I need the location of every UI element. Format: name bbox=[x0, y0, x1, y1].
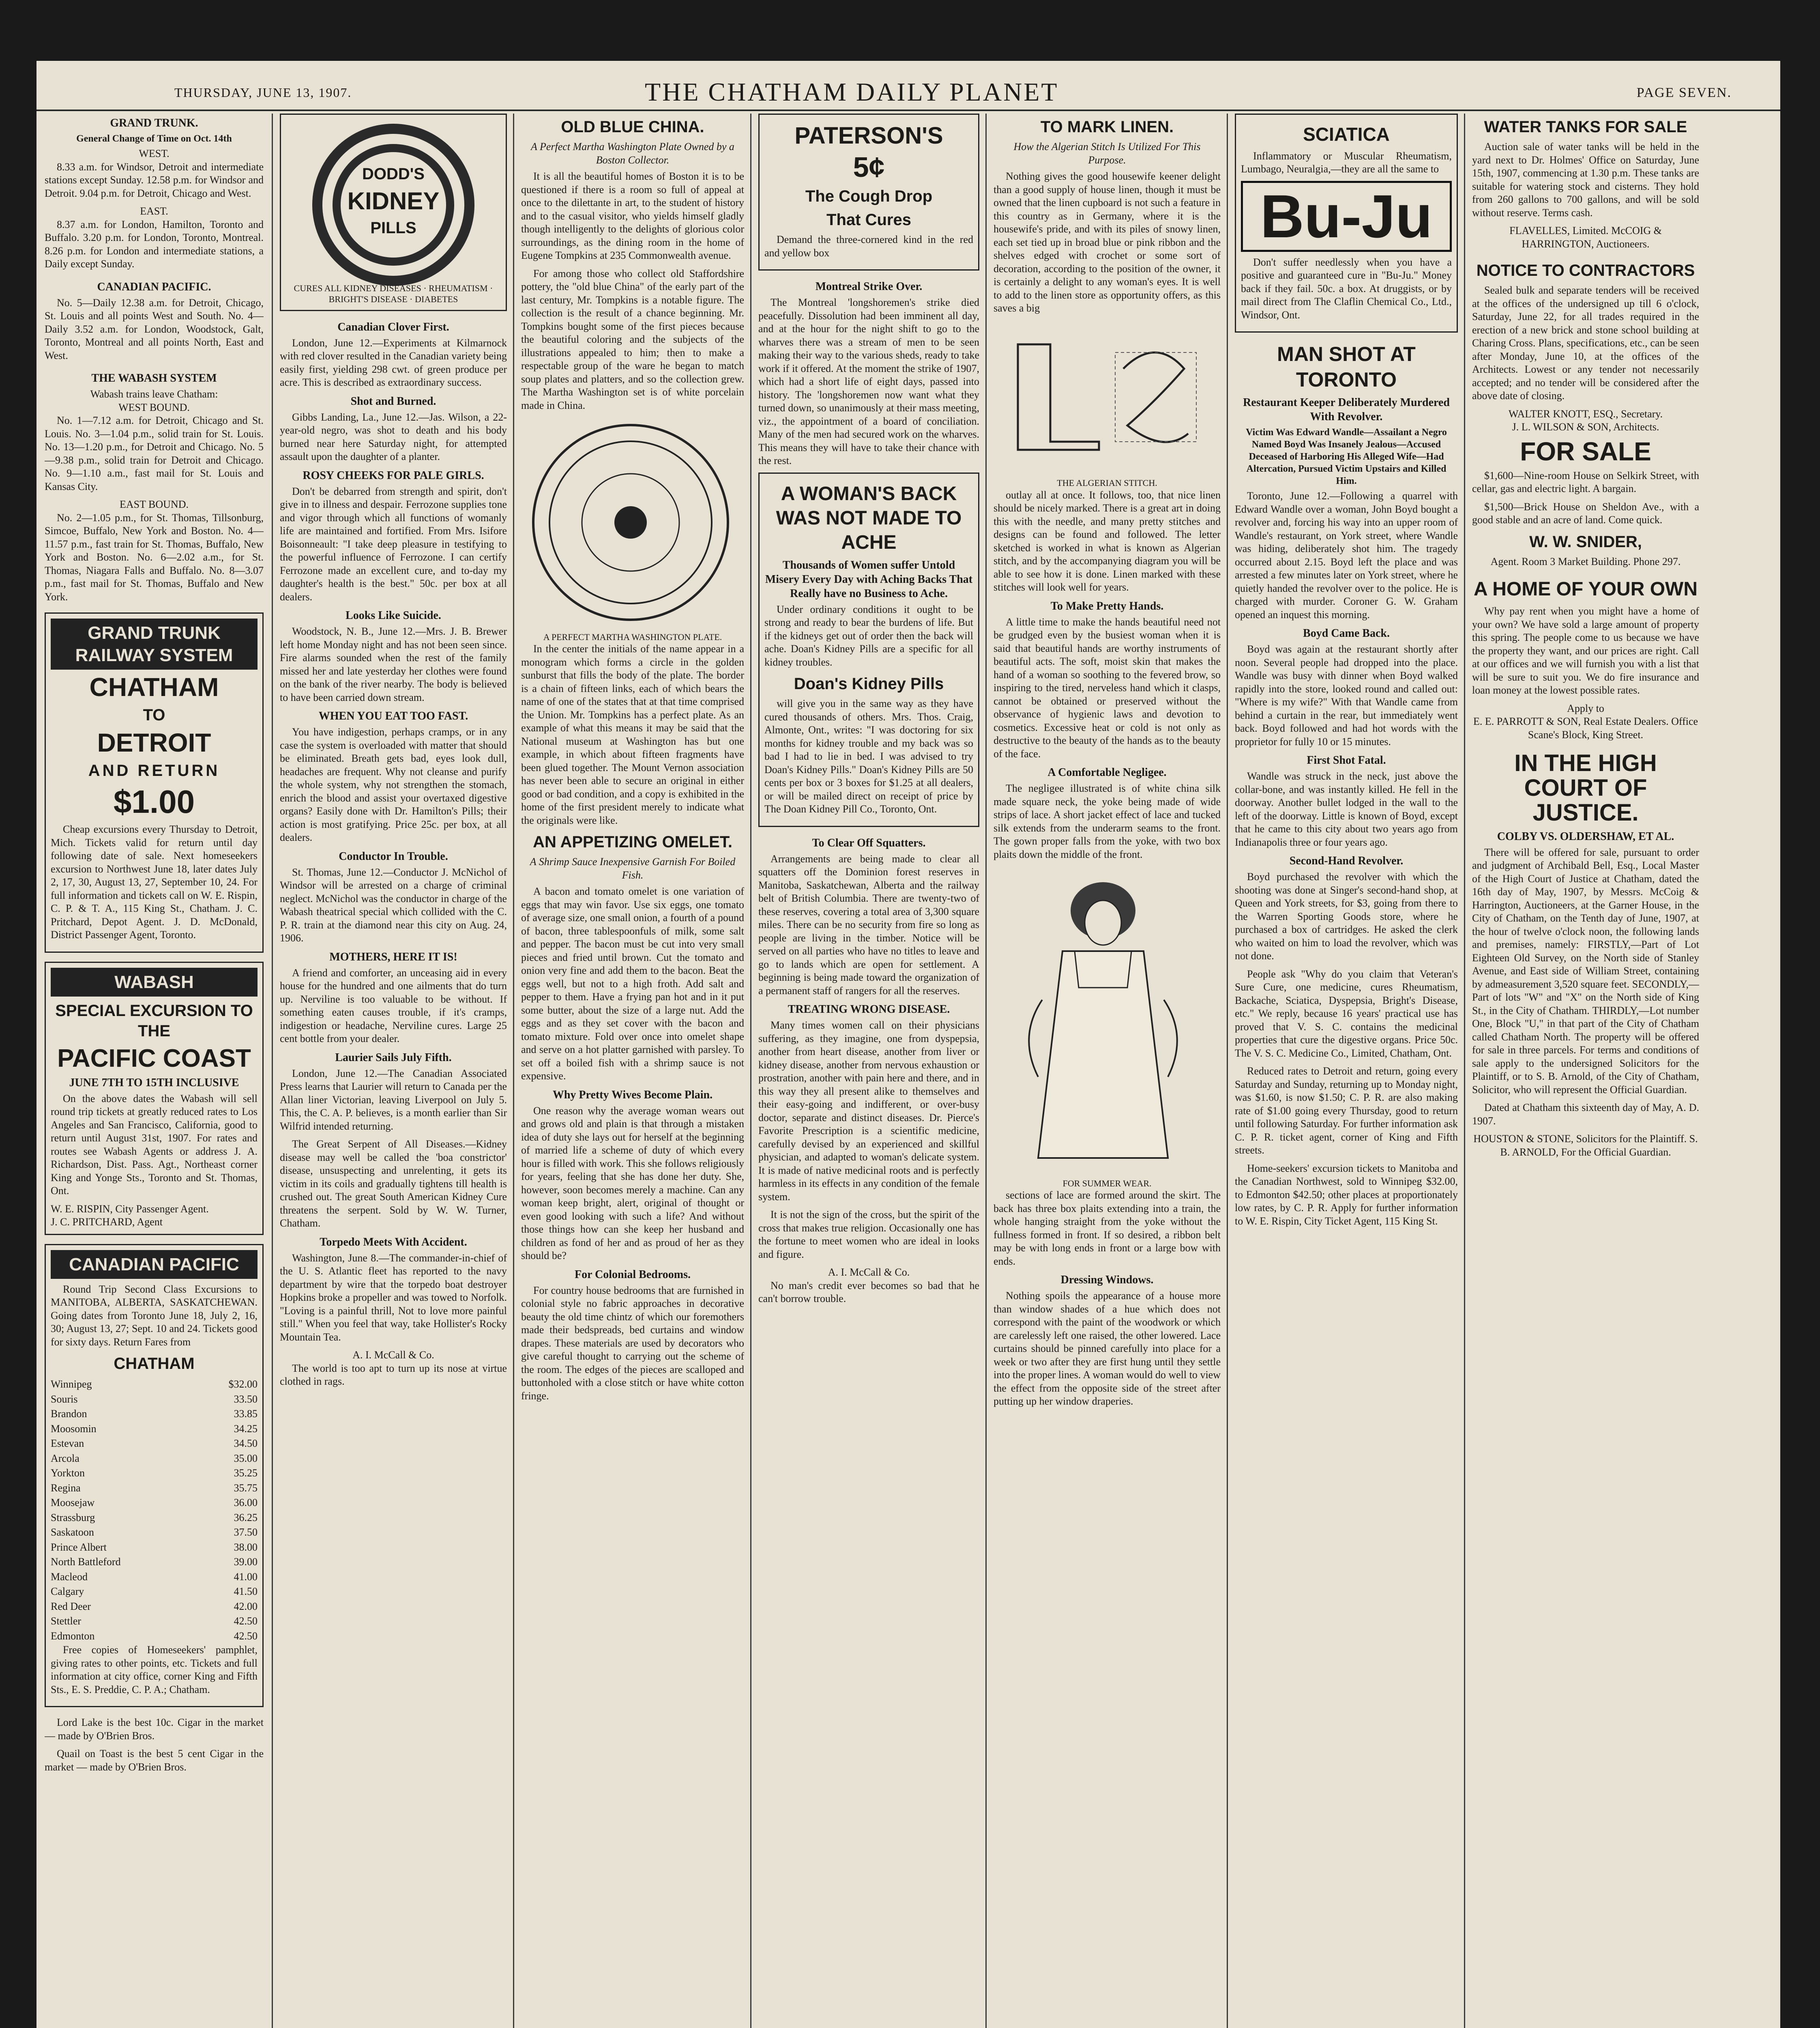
label: Wabash trains leave Chatham: bbox=[90, 388, 218, 400]
article-heading: A Comfortable Negligee. bbox=[1047, 766, 1167, 779]
body-text: London, June 12.—Experiments at Kilmarnock with red clover resulted in the Canadian variety being easily first, yielding 298 cwt. of green produce per acre. This is described as extraordinary success. bbox=[280, 337, 507, 388]
body-text: Boyd purchased the revolver with which the shooting was done at Singer's second-hand shop, at Queen and York streets, for $3, going from there to the Warren Sporting Goods store, where he purchased a box of cartridges. He asked the clerk who waited on him to load the revolver, which was not done. bbox=[1235, 871, 1458, 962]
fare-place: Estevan bbox=[51, 1437, 84, 1450]
fare-place: Strassburg bbox=[51, 1511, 95, 1523]
fare-place: Edmonton bbox=[51, 1630, 95, 1642]
body-text: $1,600—Nine-room House on Selkirk Street, with cellar, gas and electric light. A bargain. bbox=[1472, 469, 1699, 495]
ad-brand: Doan's Kidney Pills bbox=[794, 675, 944, 693]
signature: WALTER KNOTT, ESQ., Secretary. bbox=[1508, 408, 1663, 420]
body-text: People ask "Why do you claim that Veteran's Sure Cure, one medicine, cures Rheumatism, Backache, Sciatica, Dyspepsia, Bright's Disease, etc." We reply, because 16 years' practical use has proved that V. S. C. contains the medicinal properties that cure the digestive organs. Price 50c. The V. S. C. Medicine Co., Limited, Chatham, Ont. bbox=[1235, 968, 1458, 1059]
agent-details: Agent. Room 3 Market Building. Phone 297. bbox=[1490, 555, 1681, 567]
body-text: Reduced rates to Detroit and return, going every Saturday and Sunday, returning up to Monday night, was $1.60, is now $1.50; C. P. R. are also making rate of $1.00 going every Thursday, good to return until following Saturday. For further information ask C. P. R. ticket agent, corner of King and Fifth streets. bbox=[1235, 1065, 1458, 1156]
signature: HOUSTON & STONE, Solicitors for the Plaintiff. S. B. ARNOLD, For the Official Guardian. bbox=[1473, 1133, 1698, 1158]
fare-place: Macleod bbox=[51, 1570, 88, 1583]
column-3 bbox=[521, 114, 744, 2028]
fare-row bbox=[51, 1540, 258, 1555]
fare-amount: 37.50 bbox=[234, 1526, 258, 1538]
body-text: Don't suffer needlessly when you have a positive and guaranteed cure in "Bu-Ju." Money back if they fail. 50c. a box. At druggists, or by mail direct from The Claflin Chemical Co., Ltd., Windsor, Ont. bbox=[1241, 256, 1452, 321]
body-text: Gibbs Landing, La., June 12.—Jas. Wilson, a 22-year-old negro, was shot to death and his body burned near here Saturday night, for attempted assault upon the daughter of a planter. bbox=[280, 411, 507, 462]
ad-brand: Bu-Ju bbox=[1241, 181, 1452, 252]
body-text: Round Trip Second Class Excursions to MANITOBA, ALBERTA, SASKATCHEWAN. Going dates from Toronto June 18, July 2, 16, 30; August 13, 27; Sept. 10 and 24. Tickets good for sixty days. Return Fares from bbox=[51, 1283, 258, 1348]
fare-row bbox=[51, 1570, 258, 1585]
section-heading: Second-Hand Revolver. bbox=[1289, 855, 1404, 867]
article-heading: Looks Like Suicide. bbox=[346, 609, 441, 622]
ad-title: A HOME OF YOUR OWN bbox=[1474, 578, 1698, 600]
article-heading: Canadian Clover First. bbox=[337, 320, 449, 333]
signature: E. E. PARROTT & SON, Real Estate Dealers. Office Scane's Block, King Street. bbox=[1473, 715, 1698, 741]
article-heading: Dressing Windows. bbox=[1060, 1274, 1154, 1286]
heading: GRAND TRUNK. bbox=[110, 117, 198, 129]
article-heading: Laurier Sails July Fifth. bbox=[335, 1051, 452, 1064]
patersons-cough-drop-ad bbox=[758, 114, 979, 271]
fare-table bbox=[51, 1377, 258, 1643]
fare-place: North Battleford bbox=[51, 1556, 121, 1568]
fare-row bbox=[51, 1525, 258, 1540]
fare-amount: 42.00 bbox=[234, 1600, 258, 1612]
fare-amount: 38.00 bbox=[234, 1541, 258, 1553]
column-4 bbox=[758, 114, 979, 2028]
dodds-kidney-pills-ad bbox=[280, 114, 507, 311]
column-2 bbox=[280, 114, 507, 2028]
article-heading: Torpedo Meets With Accident. bbox=[320, 1235, 467, 1248]
bu-ju-ad bbox=[1235, 114, 1458, 333]
fare-amount: 42.50 bbox=[234, 1615, 258, 1627]
ad-from: CHATHAM bbox=[114, 1355, 195, 1373]
label: WEST. bbox=[139, 148, 170, 159]
plate-illustration bbox=[521, 417, 740, 628]
body-text: No. 2—1.05 p.m., for St. Thomas, Tillsonburg, Simcoe, Buffalo, New York and Boston. No. 4—11.57 p.m., fast train for St. Thomas, Buffalo, New York and Boston. No. 6—2.02 a.m., for St. Thomas, Niagara Falls and Buffalo. No. 8—3.07 p.m., fast mail for St. Thomas, Buffalo and New York. bbox=[45, 511, 264, 603]
fare-row bbox=[51, 1407, 258, 1422]
ad-destination: PACIFIC COAST bbox=[57, 1044, 251, 1072]
body-text: Free copies of Homeseekers' pamphlet, giving rates to other points, etc. Tickets and full information at city office, corner King and Fifth Sts., E. S. Preddie, C. P. A.; Chatham. bbox=[51, 1644, 258, 1695]
article-heading: MOTHERS, HERE IT IS! bbox=[329, 950, 457, 963]
article-subheading: Victim Was Edward Wandle—Assailant a Negro Named Boyd Was Insanely Jealous—Accused Deceased of Harboring His Alleged Wife—Had Altercation, Pursued Victim Upstairs and Killed Him. bbox=[1246, 427, 1447, 486]
fare-row bbox=[51, 1481, 258, 1496]
body-text: One reason why the average woman wears out and grows old and plain is that through a mistaken idea of duty she lays out for herself at the beginning of married life a scheme of duty of which every hour is filled with work. This she follows religiously for years, feeling that she has done her duty. She, however, soon becomes merely a machine. Can any woman keep bright, alert, original of thought or even good looking with such a life? And without those things how can she keep her husband and children as fond of her and as proud of her as they should be? bbox=[521, 1104, 744, 1261]
body-text: Cheap excursions every Thursday to Detroit, Mich. Tickets valid for return until day following date of sale. Next homeseekers excursion to Northwest June 18, later dates July 2, 17, 30, August 13, 27, September 10, 24. For full information and tickets call on W. E. Rispin, C. P. & T. A., 115 King St., Chatham. J. C. Pritchard, Depot Agent. J. D. McDonald, District Passenger Agent, Toronto. bbox=[51, 823, 258, 941]
ad-return: AND RETURN bbox=[88, 762, 220, 780]
fare-amount: 34.25 bbox=[234, 1422, 258, 1435]
signature: A. I. McCall & Co. bbox=[828, 1266, 910, 1278]
fare-row bbox=[51, 1377, 258, 1392]
label: EAST. bbox=[140, 205, 168, 217]
ad-special: SPECIAL EXCURSION TO THE bbox=[55, 1001, 253, 1040]
body-text: You have indigestion, perhaps cramps, or in any case the system is overloaded with matter that should be eliminated. Breath gets bad, eyes look dull, headaches are frequent. Why not cleanse and purify the whole system, why not strengthen the stomach, enrich the blood and assist your overtaxed digestive organs? Easily done with Dr. Hamilton's Pills; their action is most gratifying. Price 25c. per box, at all dealers. bbox=[280, 726, 507, 843]
body-text: It is all the beautiful homes of Boston it is to be questioned if there is a room so full of appeal at once to the dilettante in art, to the student of history and to the casual visitor, who yields himself gladly though intelligently to the delights of glorious color surroundings, as the dining room in the home of Eugene Tompkins at 235 Commonwealth avenue. bbox=[521, 170, 744, 261]
fare-amount: 33.85 bbox=[234, 1408, 258, 1420]
body-text: sections of lace are formed around the skirt. The back has three box plaits extending into a train, the whole hanging straight from the yoke without the fullness formed in front. If so desired, a ribbon belt may be with long ends in front or a large bow with ends. bbox=[994, 1189, 1221, 1267]
ad-title: SCIATICA bbox=[1303, 124, 1390, 145]
ad-banner: GRAND TRUNK RAILWAY SYSTEM bbox=[51, 619, 258, 670]
ad-sub: Thousands of Women suffer Untold Misery Every Day with Aching Backs That Really have no Business to Ache. bbox=[765, 559, 973, 600]
column-rule bbox=[750, 114, 751, 2028]
fare-place: Saskatoon bbox=[51, 1526, 94, 1538]
article-heading: Shot and Burned. bbox=[350, 395, 436, 408]
agent-name: W. W. SNIDER, bbox=[1529, 533, 1642, 551]
body-text: Auction sale of water tanks will be held in the yard next to Dr. Holmes' Office on Saturday, June 15th, 1907, commencing at 1.30 p.m. These tanks are suitable for watering stock and cisterns. They hold from 260 gallons to 700 gallons, and will be sold without reserve. Terms cash. bbox=[1472, 141, 1699, 219]
ad-banner: CANADIAN PACIFIC bbox=[51, 1250, 258, 1279]
article-subheading: A Perfect Martha Washington Plate Owned by a Boston Collector. bbox=[531, 141, 734, 166]
fare-row bbox=[51, 1614, 258, 1629]
brand-bottom: PILLS bbox=[370, 219, 416, 237]
newspaper-page bbox=[36, 61, 1780, 2028]
body-text: The negligee illustrated is of white china silk made square neck, the yoke being made of wide strips of lace. A short jacket effect of lace and tucked silk extends from the underarm seams to the front. The gown proper falls from the yoke, with two box plaits down the middle of the front. bbox=[994, 782, 1221, 860]
body-text: Nothing spoils the appearance of a house more than window shades of a hue which does not correspond with the paint of the woodwork or which are carelessly left one raised, the other lowered. Lace curtains should be pinned carefully into place for a week or two after they are first hung until they settle into the proper lines. A woman would do well to view the effect from the opposite side of the street after putting up her window draperies. bbox=[994, 1290, 1221, 1407]
fare-amount: 34.50 bbox=[234, 1437, 258, 1450]
wabash-pacific-ad bbox=[45, 962, 264, 1235]
signature: J. C. PRITCHARD, Agent bbox=[51, 1216, 163, 1228]
body-text: No man's credit ever becomes so bad that he can't borrow trouble. bbox=[758, 1279, 979, 1305]
fare-amount: 41.00 bbox=[234, 1570, 258, 1583]
canadian-pacific-timetable bbox=[45, 280, 264, 363]
body-text: Under ordinary conditions it ought to be strong and ready to bear the burdens of life. But if the kidneys get out of order then the back will ache. Doan's Kidney Pills are a specific for all kidney troubles. bbox=[764, 603, 973, 668]
signature: FLAVELLES, Limited. McCOIG & HARRINGTON, Auctioneers. bbox=[1509, 225, 1662, 250]
article-heading: MAN SHOT AT TORONTO bbox=[1277, 343, 1416, 391]
body-text: Demand the three-cornered kind in the red and yellow box bbox=[764, 234, 973, 259]
negligee-illustration bbox=[994, 866, 1213, 1174]
article-subheading: How the Algerian Stitch Is Utilized For This Purpose. bbox=[1013, 141, 1201, 166]
fare-place: Calgary bbox=[51, 1585, 84, 1598]
label: WEST BOUND. bbox=[118, 401, 190, 413]
article-heading: OLD BLUE CHINA. bbox=[561, 118, 704, 136]
body-text: St. Thomas, June 12.—Conductor J. McNichol of Windsor will be arrested on a charge of criminal neglect. McNichol was the conductor in charge of the Wabash theatrical special which collided with the C. P. R. train at the diamond near this city on Aug. 24, 1906. bbox=[280, 866, 507, 944]
fare-place: Prince Albert bbox=[51, 1541, 107, 1553]
fare-row bbox=[51, 1584, 258, 1599]
column-6 bbox=[1235, 114, 1458, 2028]
fare-row bbox=[51, 1422, 258, 1437]
fare-row bbox=[51, 1495, 258, 1510]
column-7 bbox=[1472, 114, 1699, 2028]
body-text: Home-seekers' excursion tickets to Manitoba and the Canadian Northwest, sold to Winnipeg $32.00, to Edmonton $42.50; other places at proportionately low rates, by C. P. R. Apply for further information to W. E. Rispin, City Ticket Agent, 115 King St. bbox=[1235, 1162, 1458, 1227]
ad-price: $1.00 bbox=[113, 784, 195, 820]
doans-kidney-pills-ad bbox=[758, 473, 979, 827]
illustration-caption: THE ALGERIAN STITCH. bbox=[1057, 478, 1157, 488]
body-text: No. 5—Daily 12.38 a.m. for Detroit, Chicago, St. Louis and all points West and South. No. 4—Daily 3.52 a.m. for London, Woodstock, Galt, Toronto, Montreal and all points North, East and West. bbox=[45, 296, 264, 361]
article-subheading: Restaurant Keeper Deliberately Murdered With Revolver. bbox=[1243, 396, 1450, 423]
label: Apply to bbox=[1567, 702, 1604, 714]
page-header bbox=[36, 61, 1780, 111]
ad-destination: DETROIT bbox=[97, 728, 211, 758]
heading: CANADIAN PACIFIC. bbox=[97, 280, 211, 293]
body-text: will give you in the same way as they have cured thousands of others. Mrs. Thos. Craig, Almonte, Ont., writes: "I was doctoring for six months for kidney trouble and my back was so bad I had to lie in bed. I was advised to try Doan's Kidney Pills." Doan's Kidney Pills are 50 cents per box or 3 boxes for $1.25 at all dealers, or will be mailed direct on receipt of price by The Doan Kidney Pill Co., Toronto, Ont. bbox=[764, 698, 973, 815]
body-text: Don't be debarred from strength and spirit, don't give in to illness and despair. Ferrozone supplies tone and vigor through which all functions of womanly life are maintained and fortified. From Mrs. Isifore Boisonneault: "I take deep pleasure in testifying to the powerful influence of Ferrozone. I can certify Ferrozone made an excellent cure, and to-day my daughter's health is the best." 50c. per box at all dealers. bbox=[280, 485, 507, 603]
body-text: The Montreal 'longshoremen's strike died peacefully. Dissolution had been imminent all day, and at the hour for the night shift to go to the wharves there was a stream of men to be seen making their way to the various sheds, ready to take work if it offered. At the moment the strike of 1907, which had a short life of eight days, passed into history. The 'longshoremen now want what they turned down, so unanimously at their mass meeting, viz., the appointment of a board of conciliation. Many of the men had secured work on the wharves. This means they will have to take their chance with the rest. bbox=[758, 296, 979, 467]
ad-dates: JUNE 7TH TO 15TH INCLUSIVE bbox=[69, 1076, 239, 1089]
body-text: Arrangements are being made to clear all squatters off the Dominion forest reserves in Manitoba, Saskatchewan, Alberta and the railway belt of British Columbia. There are twenty-two of these reserves, covering a total area of 3,300 square miles. There can be no security from fire so long as people are living in the timber. Notice will be served on all parties who have no titles to leave and go to lands which are open for settlement. A beginning is being made toward the organization of a permanent staff of rangers for all the reserves. bbox=[758, 853, 979, 997]
body-text: The Great Serpent of All Diseases.—Kidney disease may well be called the 'boa constrictor' disease, unsuspecting and unrelenting, it gets its victim in its coils and gradually tightens till health is crushed out. The great South American Kidney Cure threatens the serpent. Sold by W. W. Turner, Chatham. bbox=[280, 1138, 507, 1229]
fare-place: Arcola bbox=[51, 1452, 79, 1464]
ad-sub: That Cures bbox=[826, 211, 911, 229]
fare-row bbox=[51, 1436, 258, 1451]
column-rule bbox=[985, 114, 987, 2028]
column-rule bbox=[513, 114, 514, 2028]
ad-title: FOR SALE bbox=[1520, 436, 1651, 466]
article-heading: Conductor In Trouble. bbox=[339, 850, 448, 863]
illustration-caption: A PERFECT MARTHA WASHINGTON PLATE. bbox=[543, 632, 722, 642]
fare-amount: 36.25 bbox=[234, 1511, 258, 1523]
fare-row bbox=[51, 1510, 258, 1525]
body-text: Washington, June 8.—The commander-in-chief of the U. S. Atlantic fleet has reported to the navy department by wire that the torpedo boat destroyer Hopkins broke a propeller and was towed to Norfolk. "Loving is a painful thrill, Not to love more painful still." When you feel that way, take Hollister's Rocky Mountain Tea. bbox=[280, 1252, 507, 1343]
fare-place: Yorkton bbox=[51, 1467, 85, 1479]
body-text: Woodstock, N. B., June 12.—Mrs. J. B. Brewer left home Monday night and has not been seen since. Fire alarms sounded when the rest of the family missed her and late yesterday her clothes were found on the bank of the river nearby. The body is believed to have been carried down stream. bbox=[280, 625, 507, 703]
body-text: Why pay rent when you might have a home of your own? We have sold a large amount of property this spring. The people come to us because we have the property they want, and our prices are right. Call at our offices and we will furnish you with a list that will be sure to suit you. We do fire insurance and loan money at the lowest possible rates. bbox=[1472, 605, 1699, 696]
body-text: London, June 12.—The Canadian Associated Press learns that Laurier will return to Canada per the Allan liner Victorian, leaving Liverpool on July 5. This, the C. A. P. believes, is a month earlier than Sir Wilfrid intended returning. bbox=[280, 1067, 507, 1132]
body-text: Boyd was again at the restaurant shortly after noon. Several people had dropped into the place. Wandle was busy with dinner when Boyd walked rapidly into the store, looked round and called out: "Where is my wife?" With that Wandle came from behind a curtain in the rear, but immediately went back. Boyd followed and had hot words with the proprietor for fully 10 or 15 minutes. bbox=[1235, 643, 1458, 748]
body-text: There will be offered for sale, pursuant to order and judgment of Archibald Bell, Esq., Local Master of the High Court of Justice at Chatham, dated the 16th day of May, 1907, by Messrs. McCoig & Harrington, Auctioneers, at the Garner House, in the City of Chatham, on the Tenth day of June, 1907, at the hour of twelve o'clock noon, the following lands and premises, namely: FIRSTLY,—Part of Lot Eighteen Old Survey, on the North side of Stanley Avenue, and East side of William Street, containing by admeasurement 3,520 square feet. SECONDLY,—Part of lots "W" and "X" on the North side of King St., in the City of Chatham. THIRDLY,—Lot number One, Block "U," in that part of the City of Chatham called Chatham North. The property will be offered for sale in three parcels. For terms and conditions of sale apply to the undersigned Solicitors for the Plaintiff, or to S. B. Arnold, of the City of Chatham, Solicitor, who will represent the Official Guardian. bbox=[1472, 846, 1699, 1096]
fare-row bbox=[51, 1466, 258, 1481]
fare-amount: 35.75 bbox=[234, 1482, 258, 1494]
body-text: Inflammatory or Muscular Rheumatism, Lumbago, Neuralgia,—they are all the same to bbox=[1241, 150, 1452, 175]
fare-place: Regina bbox=[51, 1482, 81, 1494]
body-text: On the above dates the Wabash will sell round trip tickets at greatly reduced rates to Los Angeles and San Francisco, California, good to return until August 31st, 1907. For rates and routes see Wabash Agents or address J. A. Richardson, Dist. Pass. Agt., Northeast corner King and Yonge Sts., Toronto and St. Thomas, Ont. bbox=[51, 1092, 258, 1197]
fare-place: Winnipeg bbox=[51, 1378, 92, 1390]
signature: W. E. RISPIN, City Passenger Agent. bbox=[51, 1203, 209, 1215]
cigar-ad: Lord Lake is the best 10c. Cigar in the market — made by O'Brien Bros. bbox=[45, 1716, 264, 1742]
column-rule bbox=[272, 114, 273, 2028]
body-text: outlay all at once. It follows, too, that nice linen should be nicely marked. There is a great art in doing this with the needle, and many pretty stitches and designs can be found and followed. The letter sketched is worked in what is known as Algerian stitch, and by the accompanying diagram you will be able to see how it is done. Linen marked with these stitches will look well for years. bbox=[994, 489, 1221, 593]
brand-mid: KIDNEY bbox=[347, 187, 440, 215]
section-heading: Boyd Came Back. bbox=[1303, 627, 1390, 640]
article-heading: WHEN YOU EAT TOO FAST. bbox=[318, 710, 468, 722]
article-heading: TREATING WRONG DISEASE. bbox=[788, 1003, 950, 1016]
body-text: In the center the initials of the name appear in a monogram which forms a circle in the golden sunburst that fills the body of the plate. The border is a chain of fifteen links, each of which bears the name of one of the states that at that time comprised the Union. Mr. Tompkins has a perfect plate. As an example of what this means it may be said that the National museum at Washington has but one example, in which about fifteen fragments have been glued together. The Mount Vernon association has never been able to secure an original in either good or bad condition, and a copy is exhibited in the home of the first president merely to indicate what the originals were like. bbox=[521, 643, 744, 826]
fare-amount: 41.50 bbox=[234, 1585, 258, 1598]
issue-date: THURSDAY, JUNE 13, 1907. bbox=[174, 85, 352, 100]
fare-place: Moosomin bbox=[51, 1422, 97, 1435]
canadian-pacific-ad bbox=[45, 1244, 264, 1708]
ad-from: CHATHAM bbox=[89, 672, 219, 702]
body-text: 8.33 a.m. for Windsor, Detroit and intermediate stations except Sunday. 12.58 p.m. for Windsor and Detroit. 9.04 p.m. for Detroit, Chicago and West. bbox=[45, 161, 264, 199]
article-heading: To Clear Off Squatters. bbox=[812, 836, 926, 849]
fare-amount: 33.50 bbox=[234, 1393, 258, 1405]
body-text: Toronto, June 12.—Following a quarrel with Edward Wandle over a woman, John Boyd bought a revolver and, forcing his way into an upper room of Wandle's restaurant, on York street, where Wandle was hiding, deliberately shot him. The tragedy occurred about 2.15. Boyd left the place and was arrested a few minutes later on York street, where he quietly handed the revolver over to the police. He is charged with murder. Coroner G. W. Graham opened an inquest this morning. bbox=[1235, 490, 1458, 621]
ad-title: NOTICE TO CONTRACTORS bbox=[1476, 262, 1695, 279]
fare-amount: 35.00 bbox=[234, 1452, 258, 1464]
fare-row bbox=[51, 1451, 258, 1466]
signature: J. L. WILSON & SON, Architects. bbox=[1512, 421, 1659, 433]
ad-title: PATERSON'S bbox=[794, 122, 943, 149]
article-heading: ROSY CHEEKS FOR PALE GIRLS. bbox=[303, 469, 484, 482]
fare-row bbox=[51, 1392, 258, 1407]
heading: THE WABASH SYSTEM bbox=[91, 372, 217, 385]
signature: A. I. McCall & Co. bbox=[352, 1349, 434, 1361]
column-1 bbox=[45, 114, 264, 2028]
body-text: A little time to make the hands beautiful need not be grudged even by the busiest woman when it is said that beautiful hands are worthy instruments of beautiful acts. The soft, moist skin that makes the hand of a woman so soothing to the fevered brow, so inspiring to the tired, nerveless hand which it clasps, cannot be obtained or preserved without the observance of hygienic laws and devotion to cosmetics. Excessive heat or cold is not only as destructive to the beauty of the hands as to the beauty of the face. bbox=[994, 616, 1221, 760]
fare-amount: 35.25 bbox=[234, 1467, 258, 1479]
fare-amount: 42.50 bbox=[234, 1630, 258, 1642]
body-text: No. 1—7.12 a.m. for Detroit, Chicago and St. Louis. No. 3—1.04 p.m., solid train for St. Louis. No. 13—1.20 p.m., for Detroit and Chicago. No. 5—9.38 p.m., solid train for Detroit and Chicago. No. 9—1.10 a.m., fast mail for St. Louis and Kansas City. bbox=[45, 415, 264, 492]
body-text: 8.37 a.m. for London, Hamilton, Toronto and Buffalo. 3.20 p.m. for London, Toronto, Montreal. 8.26 p.m. for London and intermediate stations, a Daily except Sunday. bbox=[45, 218, 264, 270]
ad-title: A WOMAN'S BACK WAS NOT MADE TO ACHE bbox=[776, 483, 962, 553]
article-heading: TO MARK LINEN. bbox=[1040, 118, 1174, 136]
ad-title: IN THE HIGH COURT OF JUSTICE. bbox=[1514, 750, 1657, 826]
body-text: Many times women call on their physicians suffering, as they imagine, one from dyspepsia, another from heart disease, another from liver or kidney disease, another from nervous exhaustion or prostration, another with pain here and there, and in this way they all present alike to themselves and their easy-going and indifferent, or over-busy doctor, separate and distinct diseases. Dr. Pierce's Favorite Prescription is a scientific medicine, carefully devised by an experienced and skillful physician, and adapted to woman's delicate system. It is made of native medicinal roots and is perfectly harmless in its effects in any condition of the female system. bbox=[758, 1019, 979, 1203]
column-5 bbox=[994, 114, 1221, 2028]
fare-place: Souris bbox=[51, 1393, 78, 1405]
body-text: Nothing gives the good housewife keener delight than a good supply of house linen, though it must be owned that the linen cupboard is not such a feature in this country as in Germany, where it is the housewife's pride, and with its piles of snowy linen, each set tied up in broad blue or pink ribbon and the shelves edged with crochet or some sort of decoration, according to the position of the owner, it is certainly a delight to any woman's eyes. It is well to add to the linen store as opportunity offers, as this saves a big bbox=[994, 170, 1221, 314]
fare-amount: 39.00 bbox=[234, 1556, 258, 1568]
brand-ring: CURES ALL KIDNEY DISEASES · RHEUMATISM · BRIGHT'S DISEASE · DIABETES bbox=[294, 283, 493, 304]
article-heading: Why Pretty Wives Become Plain. bbox=[552, 1088, 713, 1101]
body-text: A bacon and tomato omelet is one variation of eggs that may win favor. Use six eggs, one tomato of average size, one small onion, a fourth of a pound of bacon, three tablespoonfuls of milk, some salt and pepper. The bacon must be cut into very small pieces and fried until brown. Cut the tomato and onion very fine and add them to the bacon. Beat the eggs well, but not to a high froth. Add salt and pepper to them. Have a frying pan hot and in it put some butter, about the size of a large nut. Add the eggs and as they set cover with the bacon and tomato mixture. Fold over once into omelet shape and serve on a hot platter garnished with parsley. To set off a boiled fish with a shrimp sauce is not expensive. bbox=[521, 885, 744, 1082]
body-text: The world is too apt to turn up its nose at virtue clothed in rags. bbox=[280, 1362, 507, 1387]
ad-to: TO bbox=[143, 706, 165, 724]
column-rule bbox=[1464, 114, 1465, 2028]
body-text: Sealed bulk and separate tenders will be received at the offices of the undersigned up till 6 o'clock, Saturday, June 22, for all trades required in the erection of a new brick and stone school building at Charing Cross. Plans, specifications, etc., can be seen after Monday, June 10, at the offices of the Architects. Lowest or any tender not necessarily accepted; and no tender will be considered after the above date of closing. bbox=[1472, 284, 1699, 402]
fare-place: Stettler bbox=[51, 1615, 82, 1627]
body-text: $1,500—Brick House on Sheldon Ave., with a good stable and an acre of land. Come quick. bbox=[1472, 501, 1699, 526]
ad-banner: WABASH bbox=[51, 968, 258, 997]
fare-amount: 36.00 bbox=[234, 1497, 258, 1509]
body-text: Wandle was struck in the neck, just above the collar-bone, and was instantly killed. He fell in the doorway. Another bullet lodged in the wall to the left of the doorway. Little is known of Boyd, except that he came to this city about two years ago from Indianapolis three or four years ago. bbox=[1235, 770, 1458, 848]
column-rule bbox=[1227, 114, 1228, 2028]
fare-place: Moosejaw bbox=[51, 1497, 95, 1509]
case-name: COLBY VS. OLDERSHAW, ET AL. bbox=[1497, 830, 1674, 843]
subheading: General Change of Time on Oct. 14th bbox=[76, 133, 232, 144]
cigar-ad: Quail on Toast is the best 5 cent Cigar in the market — made by O'Brien Bros. bbox=[45, 1748, 264, 1773]
fare-row bbox=[51, 1629, 258, 1644]
article-heading: For Colonial Bedrooms. bbox=[575, 1268, 691, 1281]
fare-row bbox=[51, 1599, 258, 1614]
article-heading: Montreal Strike Over. bbox=[815, 280, 923, 293]
newspaper-title: THE CHATHAM DAILY PLANET bbox=[645, 77, 1059, 106]
body-text: Dated at Chatham this sixteenth day of May, A. D. 1907. bbox=[1472, 1102, 1699, 1127]
fare-amount: $32.00 bbox=[228, 1378, 258, 1390]
label: EAST BOUND. bbox=[120, 498, 189, 510]
ad-price: 5¢ bbox=[853, 151, 885, 183]
article-subheading: A Shrimp Sauce Inexpensive Garnish For Boiled Fish. bbox=[530, 856, 736, 881]
grand-trunk-timetable bbox=[45, 116, 264, 271]
fare-place: Brandon bbox=[51, 1408, 87, 1420]
section-heading: First Shot Fatal. bbox=[1307, 754, 1386, 767]
body-text: For country house bedrooms that are furnished in colonial style no fabric approaches in decorative beauty the old time chintz of which our foremothers made their bedspreads, bed curtains and window drapes. These materials are used by decorators who give careful thought to carrying out the scheme of the room. The edges of the pieces are scalloped and buttonholed with a close stitch or have white cotton fringe. bbox=[521, 1284, 744, 1402]
body-text: For among those who collect old Staffordshire pottery, the "old blue China" of the early part of the last century, Mr. Tompkins is a notable figure. The collection is the result of a chance beginning. Mr. Tompkins bought some of the first pieces because the beautiful coloring and the subjects of the illustrations appealed to him; then to make a respectable group of the ware he began to match soup plates and platters, and so the collection grew. The Martha Washington set is of white porcelain made in China. bbox=[521, 267, 744, 411]
page-number: PAGE SEVEN. bbox=[1636, 85, 1732, 100]
illustration-caption: FOR SUMMER WEAR. bbox=[1062, 1178, 1152, 1188]
stitch-illustration bbox=[994, 320, 1213, 474]
article-heading: AN APPETIZING OMELET. bbox=[533, 833, 732, 851]
fare-place: Red Deer bbox=[51, 1600, 91, 1612]
wabash-timetable bbox=[45, 371, 264, 604]
fare-row bbox=[51, 1555, 258, 1570]
ad-sub: The Cough Drop bbox=[805, 187, 933, 206]
grand-trunk-detroit-ad bbox=[45, 612, 264, 953]
article-heading: To Make Pretty Hands. bbox=[1050, 599, 1164, 612]
body-text: A friend and comforter, an unceasing aid in every house for the hundred and one ailments that do turn up. Nerviline is too valuable to be without. If something eaten causes trouble, if it's cramps, indigestion or headache, Nerviline cures. Large 25 cent bottle from your dealer. bbox=[280, 967, 507, 1044]
brand-top: DODD'S bbox=[362, 165, 425, 183]
ad-title: WATER TANKS FOR SALE bbox=[1484, 118, 1687, 136]
body-text: It is not the sign of the cross, but the spirit of the cross that makes true religion. Occasionally one has the fortune to meet women who are ideal in looks and figure. bbox=[758, 1209, 979, 1260]
